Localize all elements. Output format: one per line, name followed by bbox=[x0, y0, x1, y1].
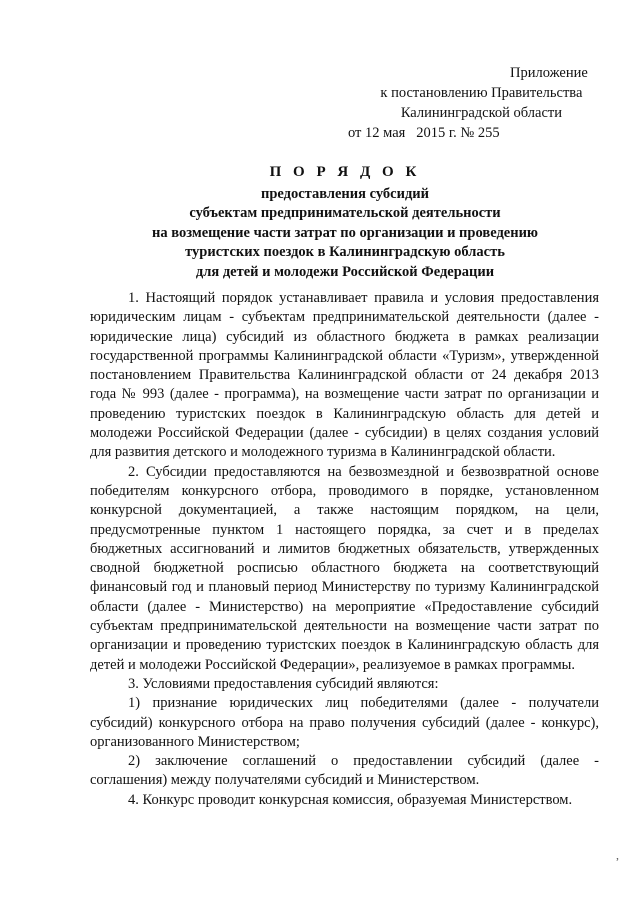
paragraph-3-item-2: 2) заключение соглашений о предоставлении субсидий (далее - соглашения) между получателями субсидий и Министерством. bbox=[90, 753, 599, 789]
appendix-reference: к постановлению Правительства bbox=[380, 85, 583, 101]
appendix-block bbox=[348, 63, 588, 143]
heading-kicker: П О Р Я Д О К bbox=[269, 164, 421, 180]
scan-mark: , bbox=[616, 848, 619, 862]
paragraph-2: 2. Субсидии предоставляются на безвозмездной и безвозвратной основе победителям конкурсного отбора, проводимого в порядке, установленном конкурсной документацией, а также настоящим порядком, на цели, предусмотренные пунктом 1 настоящего порядка, за счет и в пределах бюджетных ассигнований и лимитов бюджетных обязательств, утвержденных сводной бюджетной росписью областного бюджета на соответствующий финансовый год и плановый период Министерству по туризму Калининградской области (далее - Министерство) на мероприятие «Предоставление субсидий субъектам предпринимательской деятельности на возмещение части затрат по организации и проведению туристских поездок в Калининградскую область для детей и молодежи Российской Федерации», реализуемое в рамках программы. bbox=[90, 463, 599, 673]
appendix-date: от 12 мая 2015 г. № 255 bbox=[348, 125, 500, 141]
paragraph-4: 4. Конкурс проводит конкурсная комиссия, образуемая Министерством. bbox=[128, 791, 573, 808]
document-body bbox=[90, 289, 599, 810]
heading-line-4: туристских поездок в Калининградскую область bbox=[185, 244, 505, 260]
appendix-region: Калининградской области bbox=[400, 105, 562, 121]
paragraph-3-item-1: 1) признание юридических лиц победителями (далее - получатели субсидий) конкурсного отбора на право получения субсидий (далее - конкурс), организованного Министерством; bbox=[90, 695, 599, 750]
paragraph-3: 3. Условиями предоставления субсидий являются: bbox=[128, 675, 439, 692]
heading-line-2: субъектам предпринимательской деятельности bbox=[189, 205, 501, 221]
heading-line-1: предоставления субсидий bbox=[260, 185, 429, 202]
heading-line-3: на возмещение части затрат по организации и проведению bbox=[151, 224, 539, 241]
paragraph-1: 1. Настоящий порядок устанавливает правила и условия предоставления юридическим лицам - субъектам предпринимательской деятельности (далее - юридические лица) субсидий из областного бюджета в рамках реализации государственной программы Калининградской области «Туризм», утвержденной постановлением Правительства Калининградской области от 24 декабря 2013 года № 993 (далее - программа), на возмещение части затрат по организации и проведению туристских поездок в Калининградскую область для детей и молодежи Российской Федерации (далее - субсидии) в целях создания условий для развития детского и молодежного туризма в Калининградской области. bbox=[90, 290, 599, 461]
heading-line-5: для детей и молодежи Российской Федерации bbox=[195, 263, 495, 280]
appendix-title: Приложение bbox=[510, 65, 588, 81]
document-heading bbox=[90, 163, 600, 282]
